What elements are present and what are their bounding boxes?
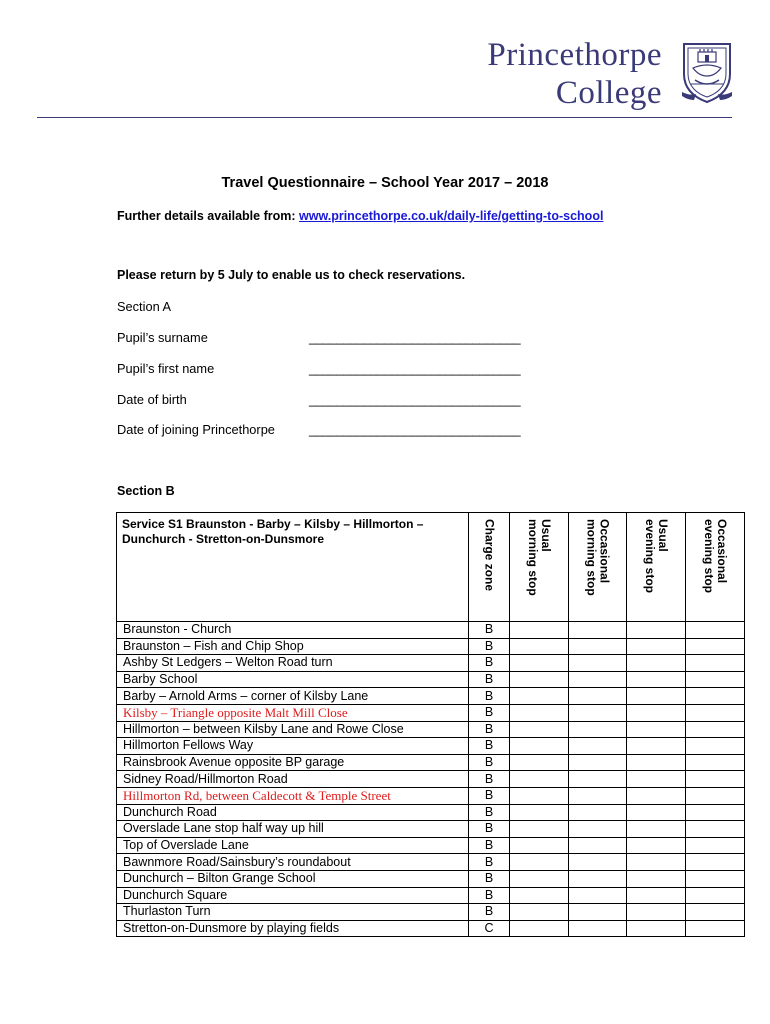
charge-zone-cell: B (469, 771, 510, 788)
table-row (117, 704, 745, 721)
usual-evening-cell[interactable] (627, 638, 686, 655)
usual-evening-header (627, 513, 686, 622)
charge-zone-cell: B (469, 655, 510, 672)
charge-zone-header (469, 513, 510, 622)
occasional-evening-cell[interactable] (686, 854, 745, 871)
occasional-morning-cell[interactable] (569, 622, 627, 639)
occasional-morning-cell[interactable] (569, 887, 627, 904)
date-of-birth-label: Date of birth (117, 392, 187, 407)
occasional-morning-cell[interactable] (569, 721, 627, 738)
usual-morning-cell[interactable] (510, 638, 569, 655)
bus-stops-table (116, 512, 745, 937)
first-name-line[interactable]: _______________________________ (309, 361, 521, 376)
usual-morning-cell[interactable] (510, 854, 569, 871)
usual-morning-cell[interactable] (510, 655, 569, 672)
table-header-row (117, 513, 745, 622)
occasional-morning-cell[interactable] (569, 787, 627, 804)
occasional-evening-cell[interactable] (686, 622, 745, 639)
occasional-evening-cell[interactable] (686, 787, 745, 804)
usual-morning-cell[interactable] (510, 837, 569, 854)
occasional-morning-cell[interactable] (569, 638, 627, 655)
stop-name: Braunston – Fish and Chip Shop (117, 638, 469, 655)
further-details (117, 208, 647, 224)
stop-name: Stretton-on-Dunsmore by playing fields (117, 920, 469, 937)
occasional-morning-cell[interactable] (569, 771, 627, 788)
occasional-morning-cell[interactable] (569, 837, 627, 854)
usual-evening-cell[interactable] (627, 671, 686, 688)
stop-name: Bawnmore Road/Sainsbury’s roundabout (117, 854, 469, 871)
usual-morning-cell[interactable] (510, 904, 569, 921)
table-row (117, 854, 745, 871)
charge-zone-cell: B (469, 804, 510, 821)
table-row (117, 738, 745, 755)
occasional-evening-cell[interactable] (686, 837, 745, 854)
table-row (117, 671, 745, 688)
bus-stops-body (117, 622, 745, 937)
occasional-evening-header-text: Occasional evening stop (702, 519, 729, 594)
usual-evening-cell[interactable] (627, 870, 686, 887)
stop-name: Barby School (117, 671, 469, 688)
occasional-evening-cell[interactable] (686, 638, 745, 655)
date-of-birth-line[interactable]: _______________________________ (309, 392, 521, 407)
usual-morning-cell[interactable] (510, 920, 569, 937)
table-row (117, 754, 745, 771)
stop-name: Top of Overslade Lane (117, 837, 469, 854)
usual-morning-cell[interactable] (510, 754, 569, 771)
occasional-evening-header (686, 513, 745, 622)
usual-evening-cell[interactable] (627, 771, 686, 788)
stop-name: Braunston - Church (117, 622, 469, 639)
return-notice: Please return by 5 July to enable us to check reservations. (117, 268, 466, 282)
occasional-evening-cell[interactable] (686, 721, 745, 738)
occasional-evening-cell[interactable] (686, 738, 745, 755)
occasional-evening-cell[interactable] (686, 904, 745, 921)
stop-name: Thurlaston Turn (117, 904, 469, 921)
charge-zone-cell: B (469, 754, 510, 771)
joining-date-label: Date of joining Princethorpe (117, 422, 275, 437)
usual-evening-cell[interactable] (627, 787, 686, 804)
usual-evening-cell[interactable] (627, 622, 686, 639)
table-row (117, 622, 745, 639)
table-row (117, 887, 745, 904)
stop-name: Dunchurch Square (117, 887, 469, 904)
usual-morning-cell[interactable] (510, 688, 569, 705)
occasional-evening-cell[interactable] (686, 655, 745, 672)
occasional-morning-cell[interactable] (569, 655, 627, 672)
table-row (117, 655, 745, 672)
usual-evening-cell[interactable] (627, 821, 686, 838)
occasional-morning-cell[interactable] (569, 870, 627, 887)
charge-zone-cell: B (469, 904, 510, 921)
stop-name: Dunchurch Road (117, 804, 469, 821)
college-logo-text (440, 36, 662, 112)
stop-name: Dunchurch – Bilton Grange School (117, 870, 469, 887)
logo-line-2: College (555, 75, 662, 111)
usual-evening-cell[interactable] (627, 920, 686, 937)
table-row (117, 837, 745, 854)
occasional-morning-cell[interactable] (569, 704, 627, 721)
stop-name: Hillmorton Fellows Way (117, 738, 469, 755)
stop-name: Hillmorton – between Kilsby Lane and Rowe Close (117, 721, 469, 738)
occasional-evening-cell[interactable] (686, 704, 745, 721)
table-row (117, 688, 745, 705)
charge-zone-cell: B (469, 638, 510, 655)
usual-evening-cell[interactable] (627, 754, 686, 771)
stop-name: Rainsbrook Avenue opposite BP garage (117, 754, 469, 771)
occasional-morning-cell[interactable] (569, 821, 627, 838)
table-row (117, 787, 745, 804)
joining-date-line[interactable]: _______________________________ (309, 422, 521, 437)
charge-zone-header-text: Charge zone (482, 519, 497, 592)
usual-morning-header (510, 513, 569, 622)
charge-zone-cell: B (469, 837, 510, 854)
occasional-evening-cell[interactable] (686, 671, 745, 688)
occasional-morning-cell[interactable] (569, 688, 627, 705)
table-row (117, 721, 745, 738)
usual-morning-header-text: Usual morning stop (526, 519, 553, 596)
section-a-heading: Section A (117, 299, 172, 314)
usual-morning-cell[interactable] (510, 721, 569, 738)
charge-zone-cell: B (469, 854, 510, 871)
occasional-evening-cell[interactable] (686, 804, 745, 821)
stop-name: Ashby St Ledgers – Welton Road turn (117, 655, 469, 672)
usual-evening-header-text: Usual evening stop (643, 519, 670, 594)
charge-zone-cell: B (469, 887, 510, 904)
section-b-heading: Section B (117, 484, 175, 498)
charge-zone-cell: C (469, 920, 510, 937)
surname-label: Pupil’s surname (117, 330, 208, 345)
table-row (117, 771, 745, 788)
usual-evening-cell[interactable] (627, 688, 686, 705)
usual-evening-cell[interactable] (627, 804, 686, 821)
usual-morning-cell[interactable] (510, 821, 569, 838)
usual-evening-cell[interactable] (627, 837, 686, 854)
table-row (117, 920, 745, 937)
charge-zone-cell: B (469, 704, 510, 721)
usual-morning-cell[interactable] (510, 804, 569, 821)
college-crest-icon (680, 40, 734, 104)
occasional-morning-cell[interactable] (569, 854, 627, 871)
charge-zone-cell: B (469, 870, 510, 887)
charge-zone-cell: B (469, 671, 510, 688)
usual-morning-cell[interactable] (510, 870, 569, 887)
usual-morning-cell[interactable] (510, 671, 569, 688)
service-header: Service S1 Braunston - Barby – Kilsby – Hillmorton – Dunchurch - Stretton-on-Dunsmore (117, 513, 469, 622)
occasional-morning-header (569, 513, 627, 622)
usual-morning-cell[interactable] (510, 738, 569, 755)
occasional-evening-cell[interactable] (686, 887, 745, 904)
usual-evening-cell[interactable] (627, 721, 686, 738)
occasional-evening-cell[interactable] (686, 821, 745, 838)
usual-morning-cell[interactable] (510, 622, 569, 639)
charge-zone-cell: B (469, 821, 510, 838)
occasional-morning-cell[interactable] (569, 754, 627, 771)
charge-zone-cell: B (469, 688, 510, 705)
usual-morning-cell[interactable] (510, 887, 569, 904)
usual-evening-cell[interactable] (627, 655, 686, 672)
usual-morning-cell[interactable] (510, 771, 569, 788)
page-title: Travel Questionnaire – School Year 2017 – 2018 (221, 175, 549, 191)
charge-zone-cell: B (469, 622, 510, 639)
occasional-morning-cell[interactable] (569, 804, 627, 821)
occasional-evening-cell[interactable] (686, 688, 745, 705)
usual-evening-cell[interactable] (627, 738, 686, 755)
occasional-evening-cell[interactable] (686, 771, 745, 788)
occasional-evening-cell[interactable] (686, 870, 745, 887)
occasional-morning-header-text: Occasional morning stop (584, 519, 612, 596)
usual-evening-cell[interactable] (627, 904, 686, 921)
table-row (117, 804, 745, 821)
usual-evening-cell[interactable] (627, 704, 686, 721)
usual-evening-cell[interactable] (627, 854, 686, 871)
usual-morning-cell[interactable] (510, 704, 569, 721)
occasional-morning-cell[interactable] (569, 671, 627, 688)
stop-name: Overslade Lane stop half way up hill (117, 821, 469, 838)
header-divider (37, 117, 732, 118)
occasional-evening-cell[interactable] (686, 754, 745, 771)
table-row (117, 821, 745, 838)
occasional-morning-cell[interactable] (569, 904, 627, 921)
usual-evening-cell[interactable] (627, 887, 686, 904)
further-details-label: Further details available from: (117, 209, 296, 223)
first-name-label: Pupil’s first name (117, 361, 215, 376)
stop-name: Hillmorton Rd, between Caldecott & Temple Street (117, 787, 469, 804)
table-row (117, 904, 745, 921)
further-details-link[interactable]: www.princethorpe.co.uk/daily-life/getting-to-school (299, 209, 604, 223)
stop-name: Kilsby – Triangle opposite Malt Mill Close (117, 704, 469, 721)
stop-name: Barby – Arnold Arms – corner of Kilsby Lane (117, 688, 469, 705)
table-row (117, 638, 745, 655)
charge-zone-cell: B (469, 787, 510, 804)
charge-zone-cell: B (469, 721, 510, 738)
table-row (117, 870, 745, 887)
occasional-evening-cell[interactable] (686, 920, 745, 937)
logo-line-1: Princethorpe (487, 37, 662, 73)
stop-name: Sidney Road/Hillmorton Road (117, 771, 469, 788)
charge-zone-cell: B (469, 738, 510, 755)
surname-line[interactable]: _______________________________ (309, 330, 521, 345)
usual-morning-cell[interactable] (510, 787, 569, 804)
occasional-morning-cell[interactable] (569, 920, 627, 937)
occasional-morning-cell[interactable] (569, 738, 627, 755)
